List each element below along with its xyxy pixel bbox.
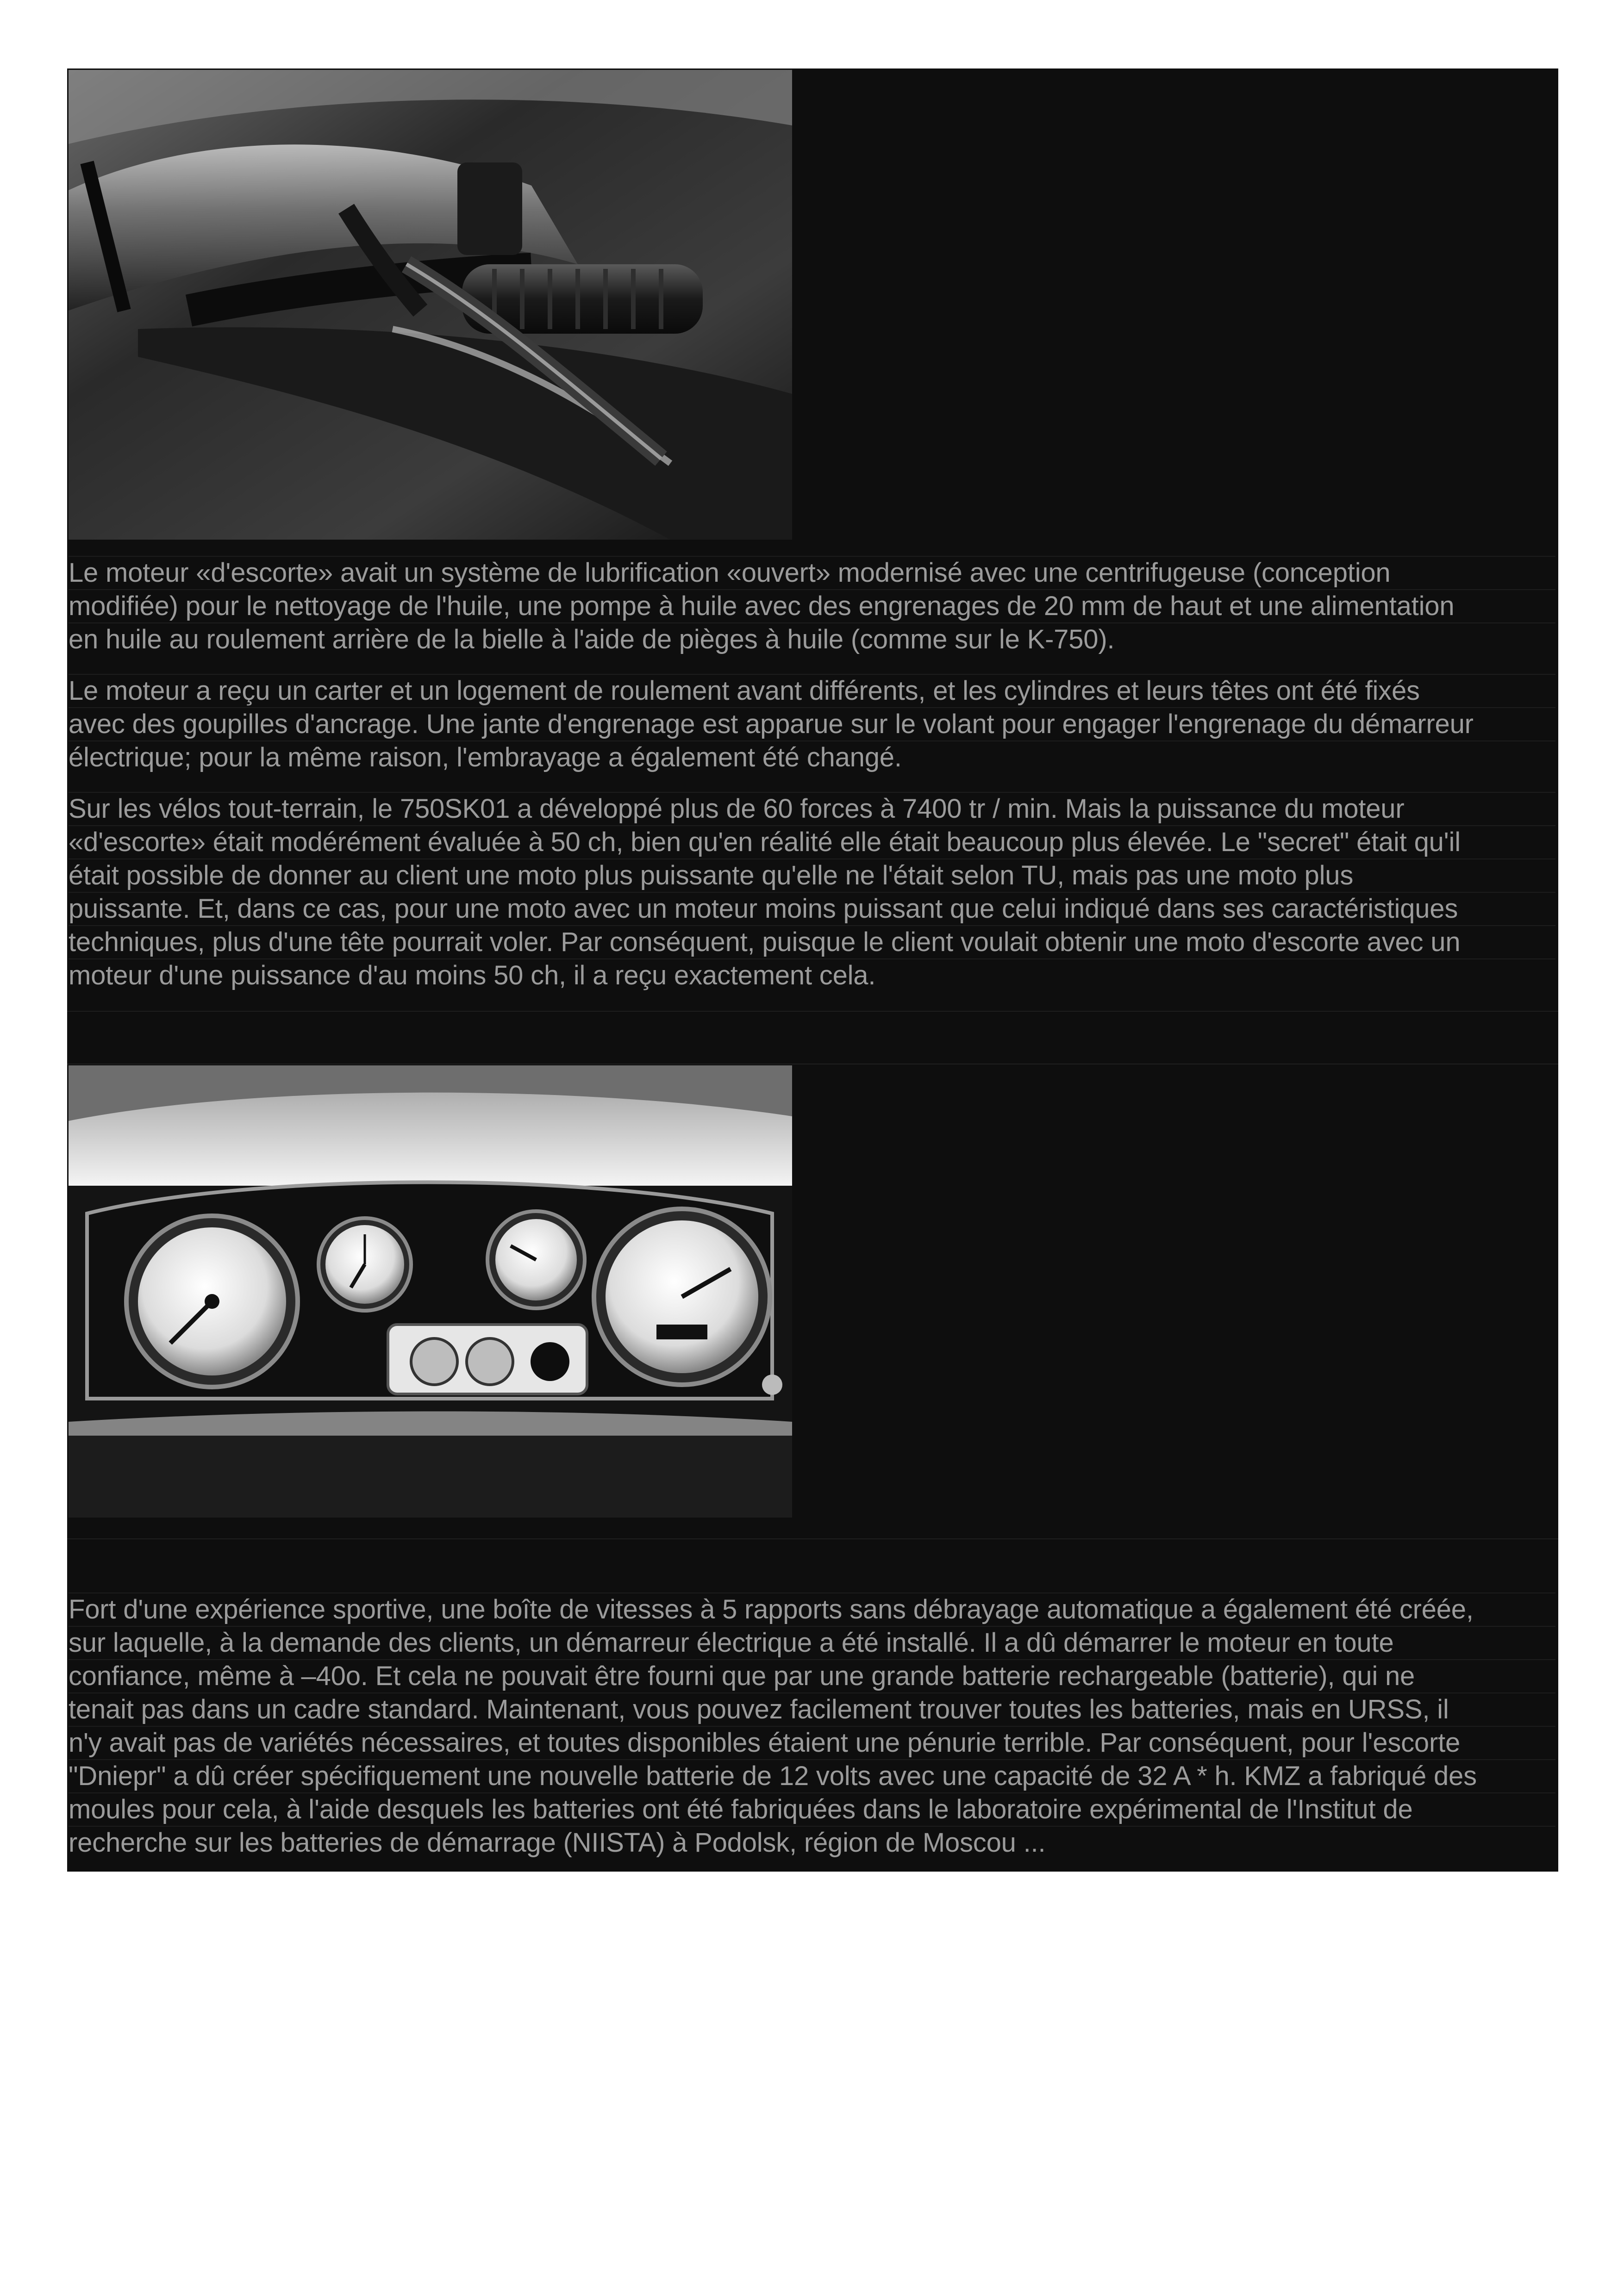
text-line: moules pour cela, à l'aide desquels les batteries ont été fabriquées dans le laboratoire expérimental de l'Institut de <box>69 1792 1555 1826</box>
text-line: Sur les vélos tout-terrain, le 750SK01 a développé plus de 60 forces à 7400 tr / min. Mais la puissance du moteur <box>69 792 1555 825</box>
text-line: "Dniepr" a dû créer spécifiquement une nouvelle batterie de 12 volts avec une capacité de 32 A * h. KMZ a fabriqué des <box>69 1759 1555 1792</box>
text-line: Fort d'une expérience sportive, une boîte de vitesses à 5 rapports sans débrayage automatique a également été créée, <box>69 1593 1555 1626</box>
dark-content-panel <box>67 68 1558 1872</box>
text-line: Le moteur a reçu un carter et un logement de roulement avant différents, et les cylindres et leurs têtes ont été fixés <box>69 674 1555 707</box>
text-line: en huile au roulement arrière de la bielle à l'aide de pièges à huile (comme sur le K-750). <box>69 622 1555 656</box>
text-line: puissante. Et, dans ce cas, pour une moto avec un moteur moins puissant que celui indiqué dans ses caractéristiques <box>69 892 1555 925</box>
divider <box>67 1538 1558 1539</box>
text-line: sur laquelle, à la demande des clients, un démarreur électrique a été installé. Il a dû démarrer le moteur en toute <box>69 1626 1555 1659</box>
paragraph-2 <box>69 674 1555 774</box>
text-line: confiance, même à –40o. Et cela ne pouvait être fourni que par une grande batterie rechargeable (batterie), qui ne <box>69 1659 1555 1692</box>
handlebar-lever-photo <box>69 70 792 540</box>
paragraph-4 <box>69 1593 1555 1859</box>
text-line: moteur d'une puissance d'au moins 50 ch, il a reçu exactement cela. <box>69 958 1555 992</box>
text-line: avec des goupilles d'ancrage. Une jante d'engrenage est apparue sur le volant pour engager l'engrenage du démarreur <box>69 707 1555 740</box>
paragraph-1 <box>69 556 1555 656</box>
paragraph-3 <box>69 792 1555 992</box>
text-line: Le moteur «d'escorte» avait un système de lubrification «ouvert» modernisé avec une centrifugeuse (conception <box>69 556 1555 589</box>
dashboard-gauges-photo <box>69 1065 792 1518</box>
text-line: n'y avait pas de variétés nécessaires, et toutes disponibles étaient une pénurie terrible. Par conséquent, pour l'escorte <box>69 1726 1555 1759</box>
text-line: était possible de donner au client une moto plus puissante qu'elle ne l'était selon TU, mais pas une moto plus <box>69 859 1555 892</box>
text-line: modifiée) pour le nettoyage de l'huile, une pompe à huile avec des engrenages de 20 mm de haut et une alimentation <box>69 589 1555 622</box>
text-line: électrique; pour la même raison, l'embrayage a également été changé. <box>69 740 1555 774</box>
divider <box>67 1011 1558 1012</box>
text-line: tenait pas dans un cadre standard. Maintenant, vous pouvez facilement trouver toutes les batteries, mais en URSS, il <box>69 1692 1555 1726</box>
text-line: «d'escorte» était modérément évaluée à 50 ch, bien qu'en réalité elle était beaucoup plus élevée. Le "secret" était qu'il <box>69 825 1555 859</box>
text-line: recherche sur les batteries de démarrage (NIISTA) à Podolsk, région de Moscou ... <box>69 1826 1555 1859</box>
text-line: techniques, plus d'une tête pourrait voler. Par conséquent, puisque le client voulait obtenir une moto d'escorte avec un <box>69 925 1555 958</box>
